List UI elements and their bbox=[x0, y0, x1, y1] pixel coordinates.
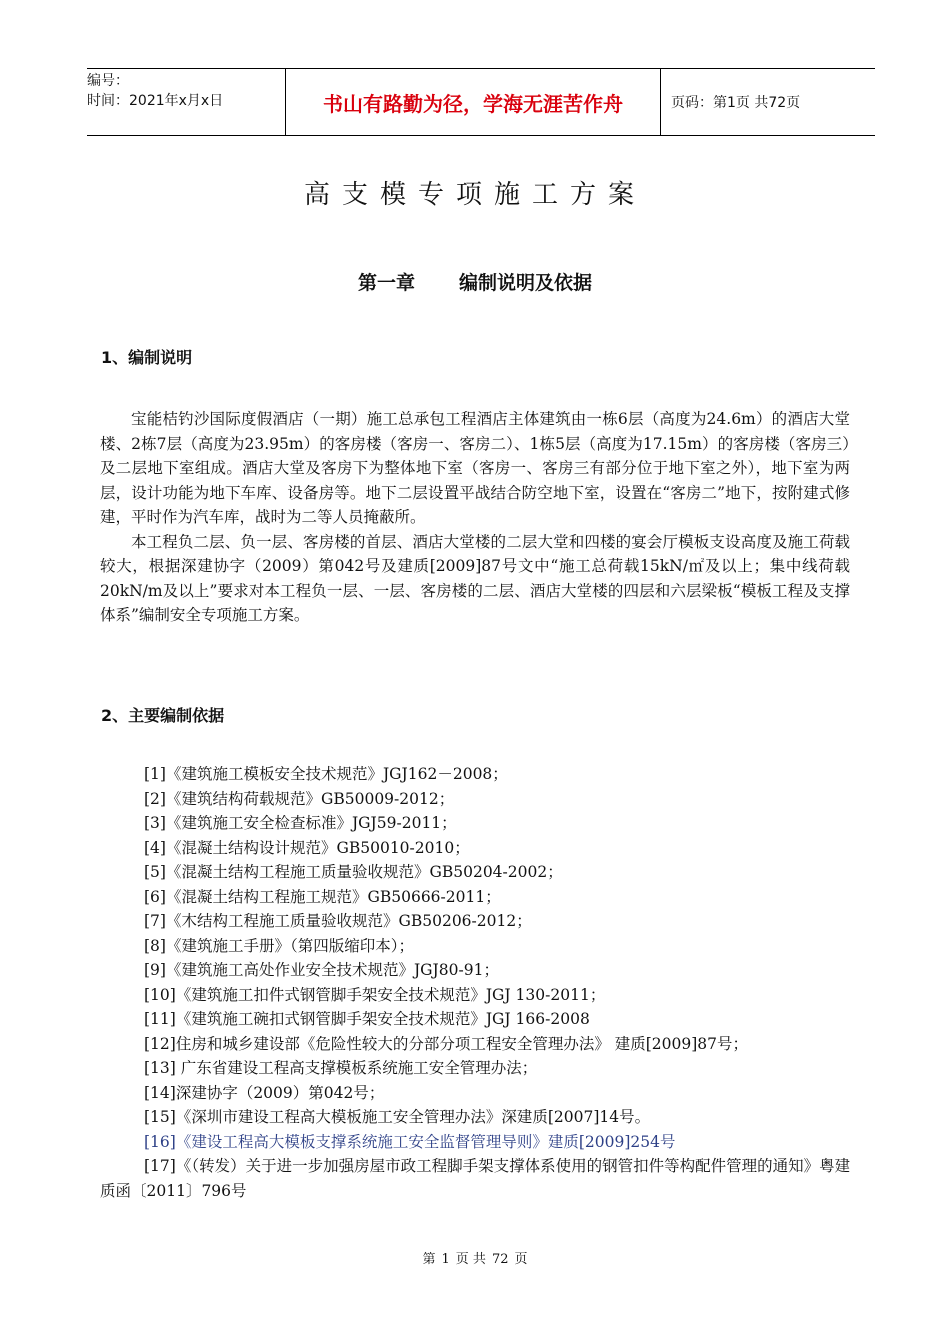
reference-item: [7]《木结构工程施工质量验收规范》GB50206-2012； bbox=[144, 912, 532, 930]
chapter-name: 编制说明及依据 bbox=[459, 272, 593, 294]
header-meta bbox=[87, 69, 286, 136]
paragraph: 本工程负二层、负一层、客房楼的首层、酒店大堂楼的二层大堂和四楼的宴会厅模板支设高度及施工荷载较大，根据深建协字（2009）第042号及建质[2009]87号文中“施工总荷载15kN/㎡及以上；集中线荷载20kN/m及以上”要求对本工程负一层、一层、客房楼的二层、酒店大堂楼的四层和六层梁板“模板工程及支撑体系”编制安全专项施工方案。 bbox=[100, 532, 850, 624]
page-footer bbox=[0, 1248, 950, 1267]
footer-page-number: 1 bbox=[441, 1252, 450, 1267]
reference-item: [1]《建筑施工模板安全技术规范》JGJ162－2008； bbox=[144, 765, 508, 783]
reference-item: [3]《建筑施工安全检查标准》JGJ59-2011； bbox=[144, 814, 457, 832]
document-time: 时间：2021年x月x日 bbox=[87, 93, 224, 109]
reference-list bbox=[100, 762, 860, 1203]
page-header bbox=[87, 68, 875, 136]
reference-item: [10]《建筑施工扣件式钢管脚手架安全技术规范》JGJ 130-2011； bbox=[144, 985, 606, 1004]
document-number-label: 编号： bbox=[87, 73, 129, 89]
reference-item: [11]《建筑施工碗扣式钢管脚手架安全技术规范》JGJ 166-2008 bbox=[144, 1010, 590, 1028]
reference-item: [13] 广东省建设工程高支撑模板系统施工安全管理办法； bbox=[144, 1059, 538, 1077]
reference-item: [5]《混凝土结构工程施工质量验收规范》GB50204-2002； bbox=[144, 863, 563, 881]
section-1-body bbox=[100, 407, 850, 628]
section-2-heading: 2、主要编制依据 bbox=[101, 706, 225, 725]
reference-item-text: [12]住房和城乡建设部《危险性较大的分部分项工程安全管理办法》 建质[2009]87号； bbox=[144, 1034, 749, 1053]
reference-item: [2]《建筑结构荷载规范》GB50009-2012； bbox=[144, 789, 455, 808]
header-motto: 书山有路勤为径，学海无涯苦作舟 bbox=[286, 69, 661, 136]
reference-item: [15]《深圳市建设工程高大模板施工安全管理办法》深建质[2007]14号。 bbox=[144, 1108, 651, 1126]
chapter-heading bbox=[0, 268, 950, 295]
chapter-number: 第一章 bbox=[357, 272, 415, 294]
header-page-info: 页码：第1页 共72页 bbox=[671, 95, 801, 111]
reference-item-link[interactable]: [16]《建设工程高大模板支撑系统施工安全监督管理导则》建质[2009]254号 bbox=[144, 1132, 676, 1151]
footer-total-pages: 72 bbox=[491, 1252, 509, 1267]
footer-mid: 页 共 bbox=[455, 1252, 486, 1267]
reference-item: [14]深建协字（2009）第042号； bbox=[144, 1083, 385, 1102]
reference-item: [4]《混凝土结构设计规范》GB50010-2010； bbox=[144, 838, 470, 857]
footer-suffix: 页 bbox=[514, 1252, 528, 1267]
reference-item: [17]《（转发）关于进一步加强房屋市政工程脚手架支撑体系使用的钢管扣件等构配件管理的通知》粤建质函〔2011〕796号 bbox=[100, 1157, 851, 1200]
document-title: 高支模专项施工方案 bbox=[303, 180, 646, 210]
reference-item: [8]《建筑施工手册》（第四版缩印本）； bbox=[144, 936, 414, 955]
reference-item: [6]《混凝土结构工程施工规范》GB50666-2011； bbox=[144, 887, 501, 906]
footer-prefix: 第 bbox=[422, 1252, 436, 1267]
reference-item bbox=[100, 1032, 860, 1057]
section-1-heading: 1、编制说明 bbox=[101, 348, 193, 367]
reference-item: [9]《建筑施工高处作业安全技术规范》JGJ80-91； bbox=[144, 961, 499, 979]
paragraph: 宝能桔钓沙国际度假酒店（一期）施工总承包工程酒店主体建筑由一栋6层（高度为24.6m）的酒店大堂楼、2栋7层（高度为23.95m）的客房楼（客房一、客房二）、1栋5层（高度为17.15m）的客房楼（客房三）及二层地下室组成。酒店大堂及客房下为整体地下室（客房一、客房三有部分位于地下室之外），地下室为两层，设计功能为地下车库、设备房等。地下二层设置平战结合防空地下室，设置在“客房二”地下，按附建式修建，平时作为汽车库，战时为二等人员掩蔽所。 bbox=[100, 410, 850, 526]
